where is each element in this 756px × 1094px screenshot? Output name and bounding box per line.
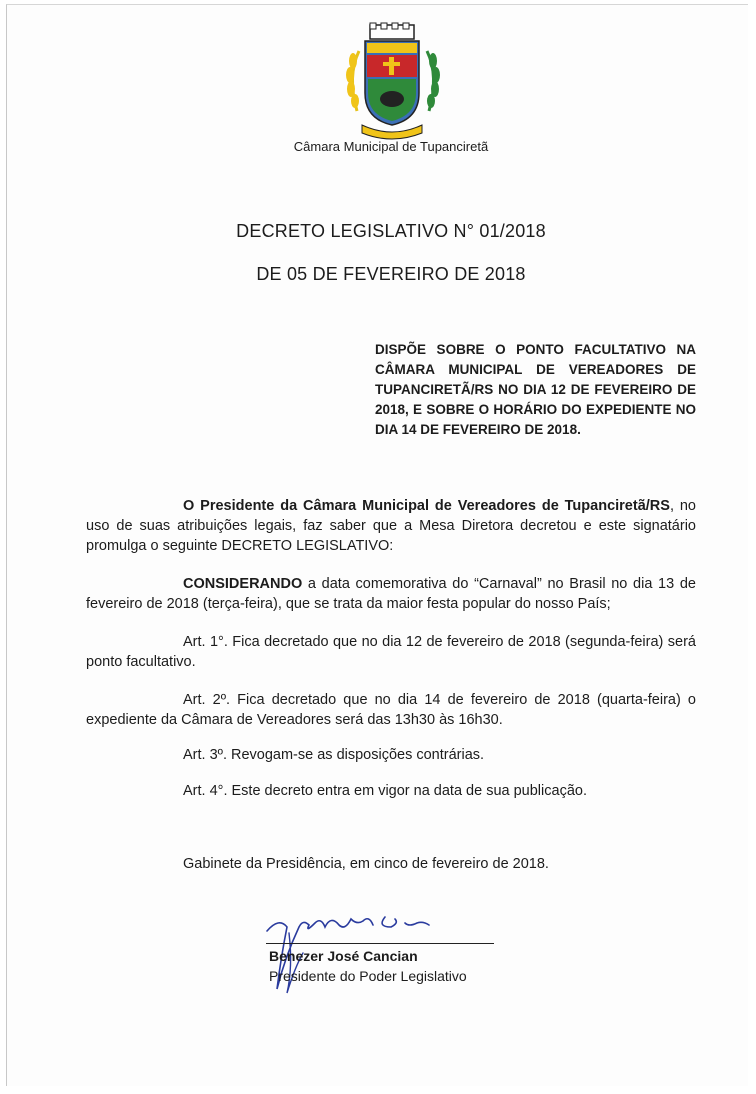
article-1 [86,632,696,672]
preamble-paragraph [86,496,696,556]
considering-bold: CONSIDERANDO [183,576,303,592]
decree-date: DE 05 DE FEVEREIRO DE 2018 [256,264,526,284]
closing-text: Gabinete da Presidência, em cinco de fevereiro de 2018. [183,856,549,872]
document-page [6,4,748,1086]
article-2 [86,690,696,730]
article-text: Art. 2º. Fica decretado que no dia 14 de fevereiro de 2018 (quarta-feira) o expediente da Câmara de Vereadores será das 13h30 às 16h30. [86,692,696,728]
article-3 [86,745,696,765]
closing-line [86,854,696,874]
signatory-role: Presidente do Poder Legislativo [269,968,467,984]
signature-line [266,943,494,944]
considering-paragraph [86,574,696,614]
decree-title: DECRETO LEGISLATIVO N° 01/2018 [236,221,546,241]
article-text: Art. 1°. Fica decretado que no dia 12 de fevereiro de 2018 (segunda-feira) será ponto facultativo. [86,634,696,670]
preamble-rest: , no uso de suas atribuições legais, faz saber que a Mesa Diretora decretou e este signatário promulga o seguinte DECRETO LEGISLATIVO: [86,498,696,554]
preamble-bold: O Presidente da Câmara Municipal de Vereadores de Tupanciretã/RS [183,498,670,514]
organization-name: Câmara Municipal de Tupanciretã [293,139,489,154]
article-text: Art. 4°. Este decreto entra em vigor na data de sua publicação. [183,783,587,799]
municipal-coat-of-arms-icon [337,21,447,141]
signatory-name: Benezer José Cancian [269,948,418,964]
decree-summary: DISPÕE SOBRE O PONTO FACULTATIVO NA CÂMARA MUNICIPAL DE VEREADORES DE TUPANCIRETÃ/RS NO DIA 12 DE FEVEREIRO DE 2018, E SOBRE O HORÁRIO DO EXPEDIENTE NO DIA 14 DE FEVEREIRO DE 2018. [375,342,696,437]
considering-rest: a data comemorativa do “Carnaval” no Brasil no dia 13 de fevereiro de 2018 (terça-feira), que se trata da maior festa popular do nosso País; [86,576,696,612]
article-text: Art. 3º. Revogam-se as disposições contrárias. [183,747,485,763]
article-4 [86,781,696,801]
